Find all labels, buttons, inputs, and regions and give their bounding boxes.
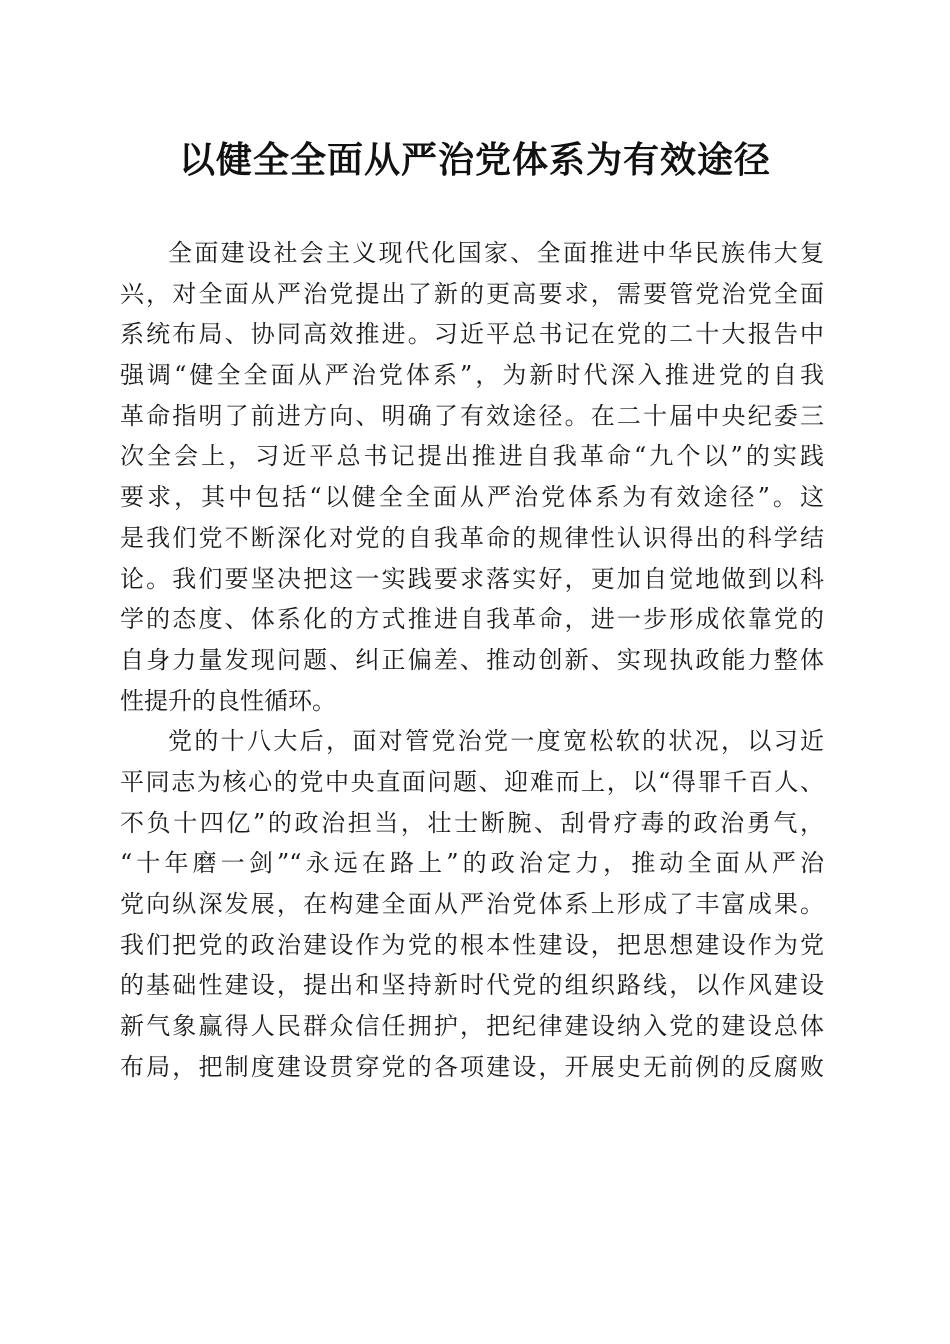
document-body <box>120 233 824 1087</box>
text-line: 强调“健全全面从严治党体系”，为新时代深入推进党的自我 <box>120 361 824 390</box>
text-line: 论。我们要坚决把这一实践要求落实好，更加自觉地做到以科 <box>120 564 824 593</box>
text-line: 党向纵深发展，在构建全面从严治党体系上形成了丰富成果。 <box>120 890 824 918</box>
text-line: 全面建设社会主义现代化国家、全面推进中华民族伟大复 <box>168 239 824 267</box>
document-title: 以健全全面从严治党体系为有效途径 <box>178 139 771 181</box>
text-line: 兴，对全面从严治党提出了新的更高要求，需要管党治党全面 <box>120 279 824 308</box>
text-line: 自身力量发现问题、纠正偏差、推动创新、实现执政能力整体 <box>120 645 824 674</box>
text-line: 党的十八大后，面对管党治党一度宽松软的状况，以习近 <box>168 727 824 756</box>
text-line: 平同志为核心的党中央直面问题、迎难而上，以“得罪千百人、 <box>120 767 824 796</box>
text-line: 不负十四亿”的政治担当，壮士断腕、刮骨疗毒的政治勇气， <box>120 808 824 837</box>
text-line: 要求，其中包括“以健全全面从严治党体系为有效途径”。这 <box>120 483 824 512</box>
text-line: 系统布局、协同高效推进。习近平总书记在党的二十大报告中 <box>120 320 824 349</box>
paragraph-2 <box>120 721 824 1087</box>
text-line: 次全会上，习近平总书记提出推进自我革命“九个以”的实践 <box>120 442 824 471</box>
text-line: 学的态度、体系化的方式推进自我革命，进一步形成依靠党的 <box>120 605 824 634</box>
paragraph-1 <box>120 233 824 721</box>
text-line: 新气象赢得人民群众信任拥护，把纪律建设纳入党的建设总体 <box>120 1012 824 1041</box>
text-line: 革命指明了前进方向、明确了有效途径。在二十届中央纪委三 <box>120 401 824 430</box>
text-line: 是我们党不断深化对党的自我革命的规律性认识得出的科学结 <box>120 523 824 552</box>
text-line: 布局，把制度建设贯穿党的各项建设，开展史无前例的反腐败 <box>120 1052 824 1081</box>
text-line: 我们把党的政治建设作为党的根本性建设，把思想建设作为党 <box>120 930 824 959</box>
text-line: 的基础性建设，提出和坚持新时代党的组织路线，以作风建设 <box>120 971 824 1000</box>
text-line: 性提升的良性循环。 <box>120 686 336 715</box>
text-line: “十年磨一剑”“永远在路上”的政治定力，推动全面从严治 <box>120 849 824 878</box>
